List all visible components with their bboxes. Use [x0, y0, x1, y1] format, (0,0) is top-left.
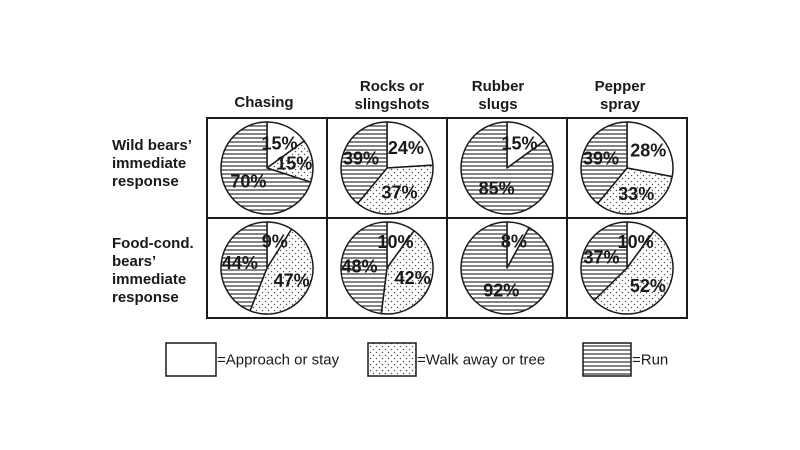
pie-slice-label: 70% [230, 171, 267, 192]
pie-slice-label: 37% [381, 182, 418, 203]
pie-slice-label: 33% [618, 184, 655, 204]
legend-label: =Approach or stay [217, 351, 340, 369]
pie-slice-label: 15% [501, 133, 538, 154]
pie-slice-label: 28% [630, 140, 667, 161]
column-header-line: Rocks or [359, 78, 425, 95]
row-header-line: immediate [112, 271, 187, 288]
pie-slice-label: 47% [273, 270, 310, 291]
column-header [234, 94, 293, 111]
pie-slice-label: 10% [617, 231, 654, 252]
column-header-line: Pepper [594, 78, 646, 95]
row-header-line: immediate [112, 155, 187, 172]
pie-slice-label: 24% [387, 137, 424, 158]
pie-slice-label: 15% [261, 133, 298, 154]
pie-slice-label: 42% [394, 268, 431, 289]
pie-slice-label: 15% [276, 153, 313, 174]
legend-swatch [166, 343, 216, 376]
column-header [354, 78, 429, 113]
pie-slice-label: 44% [221, 252, 258, 273]
column-header-line: slingshots [354, 96, 430, 113]
column-header-line: Rubber [471, 78, 525, 95]
pie-slice-label: 92% [483, 280, 520, 301]
row-header-line: bears’ [112, 253, 157, 270]
legend [166, 343, 668, 376]
pie-slice-label: 85% [478, 178, 515, 199]
row-header [112, 235, 194, 306]
legend-label: =Walk away or tree [417, 351, 546, 369]
row-header-line: Wild bears’ [112, 137, 192, 154]
column-header [595, 78, 646, 113]
legend-swatch [368, 343, 416, 376]
row-header-line: response [112, 289, 179, 306]
pie-slice-label: 8% [500, 231, 527, 252]
pie-slice-label: 39% [342, 148, 380, 169]
pie-slice-label: 39% [582, 148, 620, 169]
pie-slice-label: 10% [377, 231, 414, 252]
column-header-line: Chasing [234, 94, 294, 111]
legend-label: =Run [632, 351, 669, 369]
column-header-line: slugs [478, 96, 518, 113]
pie-slice-label: 48% [341, 256, 378, 277]
pie-slice-label: 52% [629, 276, 666, 297]
row-header-line: response [112, 173, 179, 190]
column-header-line: spray [599, 96, 641, 113]
pie-slice-label: 9% [261, 231, 288, 252]
row-header-line: Food-cond. [112, 235, 194, 252]
legend-swatch [583, 343, 631, 376]
row-header [112, 137, 192, 190]
column-header [472, 78, 525, 113]
pie-slice-label: 37% [583, 247, 620, 268]
